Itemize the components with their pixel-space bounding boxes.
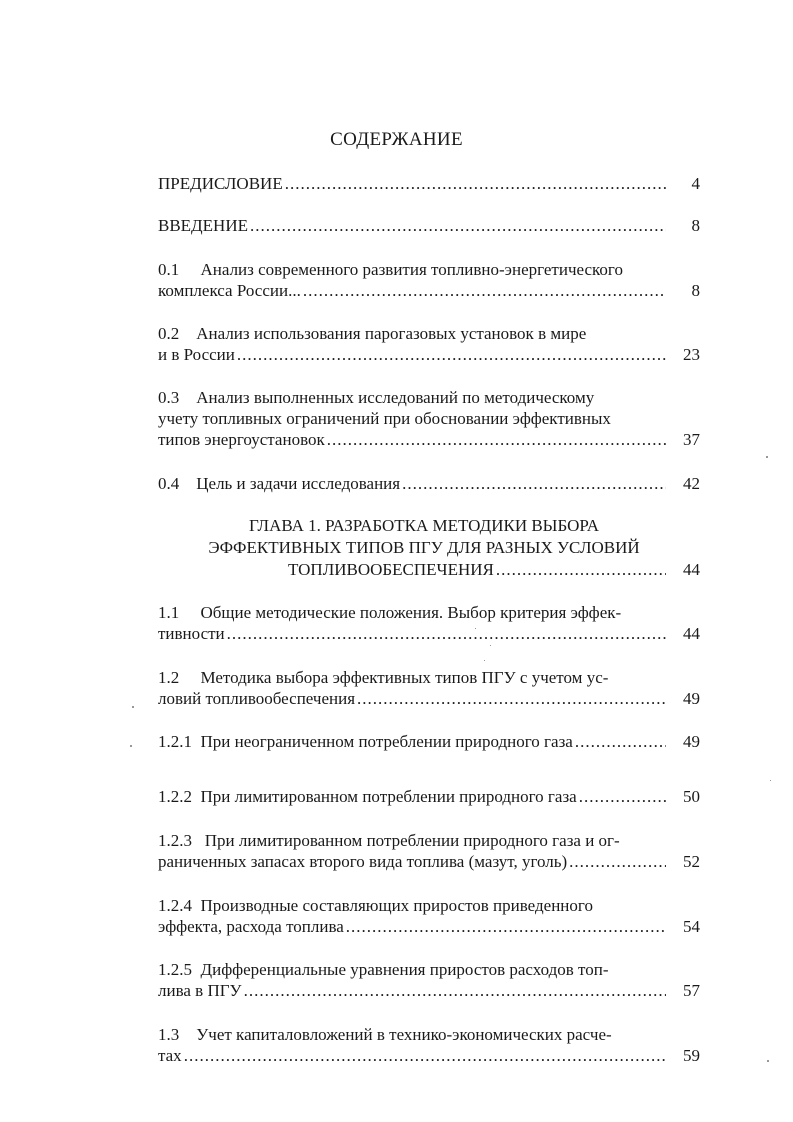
toc-entry-line: 1.2.3 При лимитированном потреблении природного газа и ог-: [158, 831, 620, 850]
toc-entry-line: 0.1 Анализ современного развития топливно-энергетического: [158, 260, 623, 279]
toc-entry-1-2-3: [158, 830, 700, 872]
scan-speck: [475, 628, 476, 629]
scan-speck: [767, 1060, 769, 1062]
toc-page-number: 44: [683, 560, 700, 579]
toc-entry-title: ТОПЛИВООБЕСПЕЧЕНИЯ: [288, 560, 494, 579]
toc-entry-1-3: [158, 1024, 700, 1066]
toc-entry-0-4: [158, 473, 700, 494]
toc-page-number: 42: [683, 474, 700, 493]
toc-chapter-line: ГЛАВА 1. РАЗРАБОТКА МЕТОДИКИ ВЫБОРА: [248, 516, 599, 535]
toc-entry-1-1: [158, 602, 700, 644]
toc-entry-title: лива в ПГУ: [158, 981, 242, 1000]
toc-leader-dots: [579, 786, 666, 807]
toc-entry-line: 1.2 Методика выбора эффективных типов ПГУ с учетом ус-: [158, 668, 609, 687]
toc-entry-introduction: [158, 215, 700, 236]
scan-speck: [770, 780, 771, 781]
toc-page-number: 50: [683, 787, 700, 806]
toc-entry-line: 0.2 Анализ использования парогазовых установок в мире: [158, 324, 587, 343]
toc-leader-dots: [575, 731, 666, 752]
toc-entry-line: 1.2.5 Дифференциальные уравнения приростов расходов топ-: [158, 960, 609, 979]
toc-page-number: 59: [683, 1046, 700, 1065]
toc-entry-0-2: [158, 323, 700, 365]
toc-row: [158, 851, 700, 872]
toc-entry-title: ПРЕДИСЛОВИЕ: [158, 174, 283, 193]
toc-entry-1-2-5: [158, 959, 700, 1001]
toc-entry-title: и в России: [158, 345, 235, 364]
scan-speck: [490, 645, 491, 646]
scan-speck: [766, 456, 768, 458]
toc-row: [158, 786, 700, 807]
toc-page-number: 4: [691, 174, 700, 193]
toc-entry-title: тах: [158, 1046, 182, 1065]
toc-leader-dots: [357, 688, 666, 709]
toc-leader-dots: [227, 623, 666, 644]
toc-page-number: 23: [683, 345, 700, 364]
toc-entry-1-2: [158, 667, 700, 709]
toc-page-number: 37: [683, 430, 700, 449]
toc-row: [158, 731, 700, 752]
toc-chapter-1: [158, 515, 700, 581]
toc-row: [158, 344, 700, 365]
toc-row: [158, 688, 700, 709]
toc-page-number: 8: [691, 216, 700, 235]
toc-page-number: 49: [683, 689, 700, 708]
toc-row: [158, 559, 700, 581]
toc-entry-line: учету топливных ограничений при обосновании эффективных: [158, 409, 611, 428]
toc-row: [158, 623, 700, 644]
toc-chapter-line: ЭФФЕКТИВНЫХ ТИПОВ ПГУ ДЛЯ РАЗНЫХ УСЛОВИЙ: [208, 538, 640, 557]
toc-entry-preface: [158, 173, 700, 194]
toc-leader-dots: [327, 429, 666, 450]
scan-speck: [484, 660, 485, 661]
toc-entry-0-3: [158, 387, 700, 450]
toc-entry-title: раниченных запасах второго вида топлива (мазут, уголь): [158, 852, 568, 871]
toc-entry-title: 1.2.2 При лимитированном потреблении природного газа: [158, 787, 577, 806]
toc-row: [158, 215, 700, 236]
toc-leader-dots: [184, 1045, 666, 1066]
toc-leader-dots: [402, 473, 666, 494]
toc-row: [158, 1045, 700, 1066]
toc-page-number: 44: [683, 624, 700, 643]
toc-page-number: 8: [691, 281, 700, 300]
toc-entry-title: ловий топливообеспечения: [158, 689, 356, 708]
toc-entry-title: типов энергоустановок: [158, 430, 325, 449]
toc-entry-title: комплекса России...: [158, 281, 301, 300]
toc-page-number: 52: [683, 852, 700, 871]
scan-speck: [130, 745, 132, 747]
toc-entry-line: 1.3 Учет капиталовложений в технико-экономических расче-: [158, 1025, 612, 1044]
toc-entry-line: 1.1 Общие методические положения. Выбор критерия эффек-: [158, 603, 622, 622]
toc-leader-dots: [569, 851, 666, 872]
toc-row: [158, 173, 700, 194]
toc-leader-dots: [496, 559, 666, 581]
toc-row: [158, 473, 700, 494]
scan-speck: [132, 706, 134, 708]
toc-entry-line: 0.3 Анализ выполненных исследований по методическому: [158, 388, 595, 407]
toc-entry-title: 1.2.1 При неограниченном потреблении природного газа: [158, 732, 573, 751]
toc-entry-title: эффекта, расхода топлива: [158, 917, 344, 936]
toc-entry-0-1: [158, 259, 700, 301]
toc-page-number: 54: [683, 917, 700, 936]
toc-leader-dots: [237, 344, 666, 365]
toc-leader-dots: [346, 916, 666, 937]
toc-leader-dots: [303, 280, 666, 301]
toc-entry-1-2-1: [158, 731, 700, 752]
toc-entry-line: 1.2.4 Производные составляющих приростов приведенного: [158, 896, 593, 915]
toc-leader-dots: [244, 980, 666, 1001]
toc-leader-dots: [285, 173, 666, 194]
toc-row: [158, 980, 700, 1001]
toc-leader-dots: [250, 215, 666, 236]
toc-entry-1-2-4: [158, 895, 700, 937]
toc-page-number: 49: [683, 732, 700, 751]
toc-entry-title: 0.4 Цель и задачи исследования: [158, 474, 401, 493]
page-title: СОДЕРЖАНИЕ: [330, 129, 463, 150]
toc-row: [158, 280, 700, 301]
toc-page-number: 57: [683, 981, 700, 1000]
toc-entry-1-2-2: [158, 786, 700, 807]
toc-entry-title: ВВЕДЕНИЕ: [158, 216, 248, 235]
toc-row: [158, 429, 700, 450]
toc-row: [158, 916, 700, 937]
toc-entry-title: тивности: [158, 624, 225, 643]
